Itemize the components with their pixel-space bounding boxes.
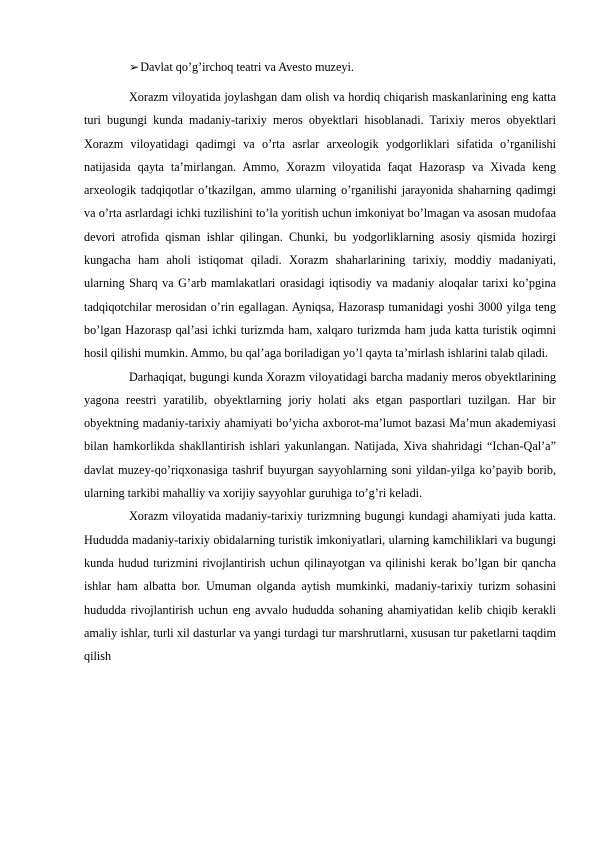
paragraph-1: Xorazm viloyatida joylashgan dam olish va hordiq chiqarish maskanlarining eng katta turi bugungi kunda madaniy-tarixiy meros obyektlari hisoblanadi. Tarixiy meros obyektlari Xorazm viloyatidagi qadimgi va o’rta asrlar arxeologik yodgorliklari sifatida o’rganilishi natijasida qayta ta’mirlangan. Ammo, Xorazm viloyatida faqat Hazorasp va Xivada keng arxeologik tadqiqotlar o’tkazilgan, ammo ularning o’rganilishi jarayonida shaharning qadimgi va o’rta asrlardagi ichki tuzilishini to’la yoritish uchun imkoniyat bo’lmagan va asosan mudofaa devori atrofida qisman ishlar qilingan. Chunki, bu yodgorliklarning asosiy qismida hozirgi kungacha ham aholi istiqomat qiladi. Xorazm shaharlarining tarixiy, moddiy madaniyati, ularning Sharq va G’arb mamlakatlari orasidagi iqtisodiy va madaniy aloqalar tarixi ko’pgina tadqiqotchilar merosidan o’rin egallagan. Ayniqsa, Hazorasp tumanidagi yoshi 3000 yilga teng bo’lgan Hazorasp qal’asi ichki turizmda ham, xalqaro turizmda ham juda katta turistik oqimni hosil qilishi mumkin. Ammo, bu qal’aga boriladigan yo’l qayta ta’mirlash ishlarini talab qiladi. — [84, 90, 556, 361]
arrow-bullet-icon: ➢ — [129, 60, 140, 74]
paragraph-3: Xorazm viloyatida madaniy-tarixiy turizmning bugungi kundagi ahamiyati juda katta. Hududda madaniy-tarixiy obidalarning turistik imkoniyatlari, ularning kamchiliklari va bugungi kunda hudud turizmini rivojlantirish uchun qilinayotgan va qilinishi kerak bo’lgan bir qancha ishlar ham albatta bor. Umuman olganda aytish mumkinki, madaniy-tarixiy turizm sohasini hududda rivojlantirish uchun eng avvalo hududda sohaning ahamiyatidan kelib chiqib kerakli amaliy ishlar, turli xil dasturlar va yangi turdagi tur marshrutlarni, xususan tur paketlarni taqdim qilish — [84, 509, 556, 664]
section-heading-text: Davlat qo’g’irchoq teatri va Avesto muzeyi. — [140, 60, 354, 74]
paragraph-2: Darhaqiqat, bugungi kunda Xorazm viloyatidagi barcha madaniy meros obyektlarining yagona reestri yaratilib, obyektlarning joriy holati aks etgan pasportlari tuzilgan. Har bir obyektning madaniy-tarixiy ahamiyati bo’yicha axborot-ma’lumot bazasi Ma’mun akademiyasi bilan hamkorlikda shakllantirish ishlari yakunlangan. Natijada, Xiva shahridagi “Ichan-Qal’a” davlat muzey-qo’riqxonasiga tashrif buyurgan sayyohlarning soni yildan-yilga ko’payib borib, ularning tarkibi mahalliy va xorijiy sayyohlar guruhiga to’g’ri keladi. — [84, 369, 556, 501]
document-page — [84, 56, 556, 668]
section-heading — [84, 56, 556, 78]
